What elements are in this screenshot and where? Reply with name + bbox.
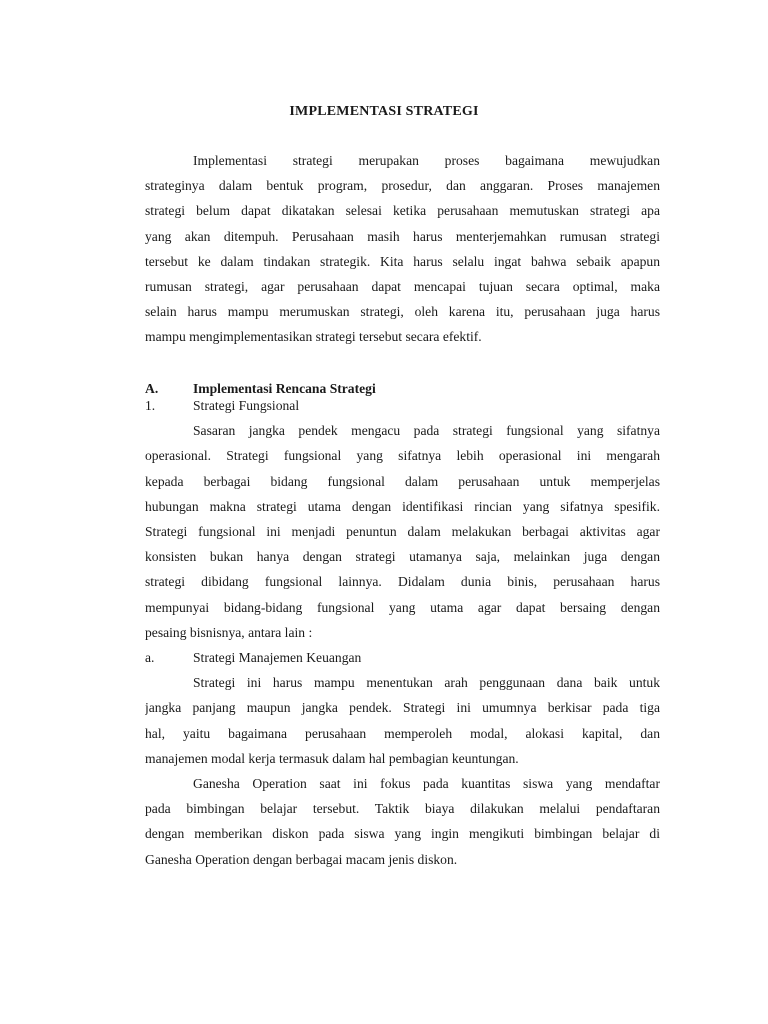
body-line: manajemen modal kerja termasuk dalam hal pembagian keuntungan. (145, 750, 519, 766)
body-line: Ganesha Operation dengan berbagai macam jenis diskon. (145, 851, 458, 867)
intro-line: rumusan strategi, agar perusahaan dapat mencapai tujuan secara optimal, maka (145, 278, 660, 294)
section-heading: Implementasi Rencana Strategi (193, 381, 376, 396)
body-line: dengan memberikan diskon pada siswa yang ingin mengikuti bimbingan belajar di (145, 826, 660, 842)
body-line: Ganesha Operation saat ini fokus pada kuantitas siswa yang mendaftar (193, 775, 660, 791)
body-line: pesaing bisnisnya, antara lain : (145, 624, 313, 640)
subsection-number: a. (145, 650, 155, 665)
intro-line: Implementasi strategi merupakan proses bagaimana mewujudkan (193, 153, 660, 168)
body-line: kepada berbagai bidang fungsional dalam perusahaan untuk memperjelas (145, 473, 660, 489)
subsection-number: 1. (145, 398, 156, 413)
subsection-heading-line (145, 649, 660, 674)
body-line: jangka panjang maupun jangka pendek. Strategi ini umumnya berkisar pada tiga (145, 700, 660, 716)
document-title: IMPLEMENTASI STRATEGI (289, 104, 479, 119)
body-line: konsisten bukan hanya dengan strategi utamanya saja, melainkan juga dengan (145, 549, 660, 565)
body-line: mempunyai bidang-bidang fungsional yang utama agar dapat bersaing dengan (145, 599, 660, 615)
intro-line: selain harus mampu merumuskan strategi, oleh karena itu, perusahaan juga harus (145, 304, 660, 320)
body-line: operasional. Strategi fungsional yang sifatnya lebih operasional ini mengarah (145, 448, 660, 464)
body-line: pada bimbingan belajar tersebut. Taktik biaya dilakukan melalui pendaftaran (145, 801, 660, 817)
body-line: Strategi fungsional ini menjadi penuntun dalam melakukan berbagai aktivitas agar (145, 523, 660, 539)
subsection-1 (145, 397, 660, 649)
subsection-heading-line (145, 397, 660, 422)
subsection-a (145, 649, 660, 876)
body-line: strategi dibidang fungsional lainnya. Didalam dunia binis, perusahaan harus (145, 574, 660, 590)
subsection-heading: Strategi Fungsional (193, 398, 300, 413)
intro-line: yang akan ditempuh. Perusahaan masih harus menterjemahkan rumusan strategi (145, 228, 660, 244)
intro-line: strategi belum dapat dikatakan selesai ketika perusahaan memutuskan strategi apa (145, 203, 660, 219)
subsection-heading: Strategi Manajemen Keuangan (193, 650, 362, 665)
body-line: Sasaran jangka pendek mengacu pada strategi fungsional yang sifatnya (193, 423, 660, 439)
intro-paragraph (145, 152, 660, 354)
intro-line: tersebut ke dalam tindakan strategik. Kita harus selalu ingat bahwa sebaik apapun (145, 253, 660, 269)
body-line: hubungan makna strategi utama dengan identifikasi rincian yang sifatnya spesifik. (145, 498, 660, 514)
section-number: A. (145, 381, 159, 396)
body-line: hal, yaitu bagaimana perusahaan memperoleh modal, alokasi kapital, dan (145, 725, 660, 741)
intro-line: mampu mengimplementasikan strategi tersebut secara efektif. (145, 329, 482, 345)
section-a-heading (145, 380, 660, 398)
intro-line: strateginya dalam bentuk program, prosedur, dan anggaran. Proses manajemen (145, 178, 660, 194)
body-line: Strategi ini harus mampu menentukan arah penggunaan dana baik untuk (193, 675, 660, 691)
